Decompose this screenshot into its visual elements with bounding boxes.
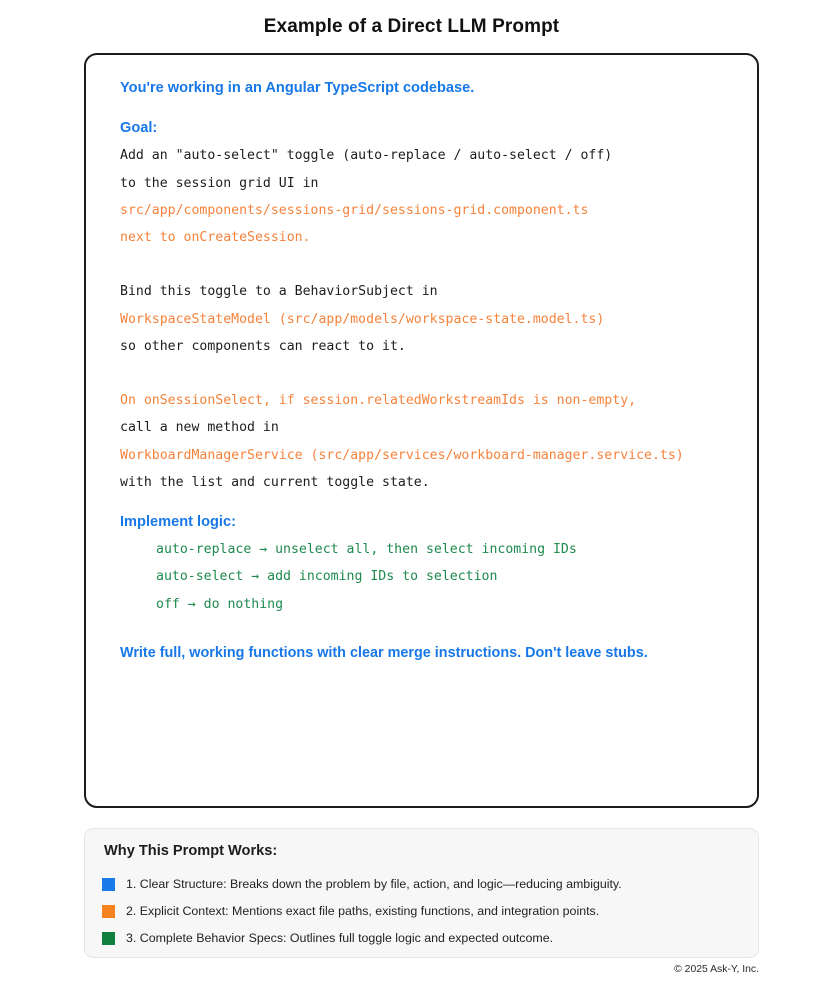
prompt-body — [120, 75, 747, 667]
why-item-text: 2. Explicit Context: Mentions exact file paths, existing functions, and integration points. — [126, 904, 600, 918]
implement-line-2: auto-select → add incoming IDs to selection — [156, 569, 498, 585]
why-box-list — [102, 871, 744, 952]
select-line-4: with the list and current toggle state. — [120, 474, 430, 490]
why-item-text: 3. Complete Behavior Specs: Outlines full toggle logic and expected outcome. — [126, 931, 554, 945]
spacer — [120, 618, 747, 640]
spacer — [120, 102, 747, 115]
goal-heading: Goal: — [120, 120, 158, 137]
color-swatch-orange-icon — [102, 905, 115, 918]
prompt-card — [84, 53, 759, 808]
list-item — [102, 871, 744, 898]
spacer — [120, 360, 747, 387]
implement-line-3: off → do nothing — [156, 596, 284, 612]
prompt-closing-statement: Write full, working functions with clear merge instructions. Don't leave stubs. — [120, 644, 648, 661]
implement-line-1: auto-replace → unselect all, then select incoming IDs — [156, 542, 577, 558]
color-swatch-green-icon — [102, 932, 115, 945]
goal-line-2: to the session grid UI in — [120, 175, 319, 191]
implement-logic-heading: Implement logic: — [120, 514, 236, 531]
bind-line-3: so other components can react to it. — [120, 338, 406, 354]
select-line-1: On onSessionSelect, if session.relatedWorkstreamIds is non-empty, — [120, 393, 637, 409]
why-box-title: Why This Prompt Works: — [104, 843, 278, 859]
why-this-prompt-works-card — [84, 828, 759, 958]
bind-line-2-path: WorkspaceStateModel (src/app/models/workspace-state.model.ts) — [120, 311, 605, 327]
spacer — [120, 251, 747, 278]
color-swatch-blue-icon — [102, 878, 115, 891]
select-line-2: call a new method in — [120, 420, 279, 436]
goal-line-1: Add an "auto-select" toggle (auto-replace / auto-select / off) — [120, 148, 613, 164]
why-item-text: 1. Clear Structure: Breaks down the problem by file, action, and logic—reducing ambiguity. — [126, 877, 622, 891]
goal-line-4-path: next to onCreateSession. — [120, 230, 311, 246]
list-item — [102, 925, 744, 952]
goal-line-3-path: src/app/components/sessions-grid/sessions-grid.component.ts — [120, 202, 589, 218]
select-line-3-path: WorkboardManagerService (src/app/services/workboard-manager.service.ts) — [120, 447, 684, 463]
copyright-footer: © 2025 Ask-Y, Inc. — [674, 964, 759, 975]
bind-line-1: Bind this toggle to a BehaviorSubject in — [120, 284, 438, 300]
page-title: Example of a Direct LLM Prompt — [263, 16, 560, 37]
spacer — [120, 496, 747, 509]
prompt-intro-heading: You're working in an Angular TypeScript codebase. — [120, 80, 475, 96]
list-item — [102, 898, 744, 925]
